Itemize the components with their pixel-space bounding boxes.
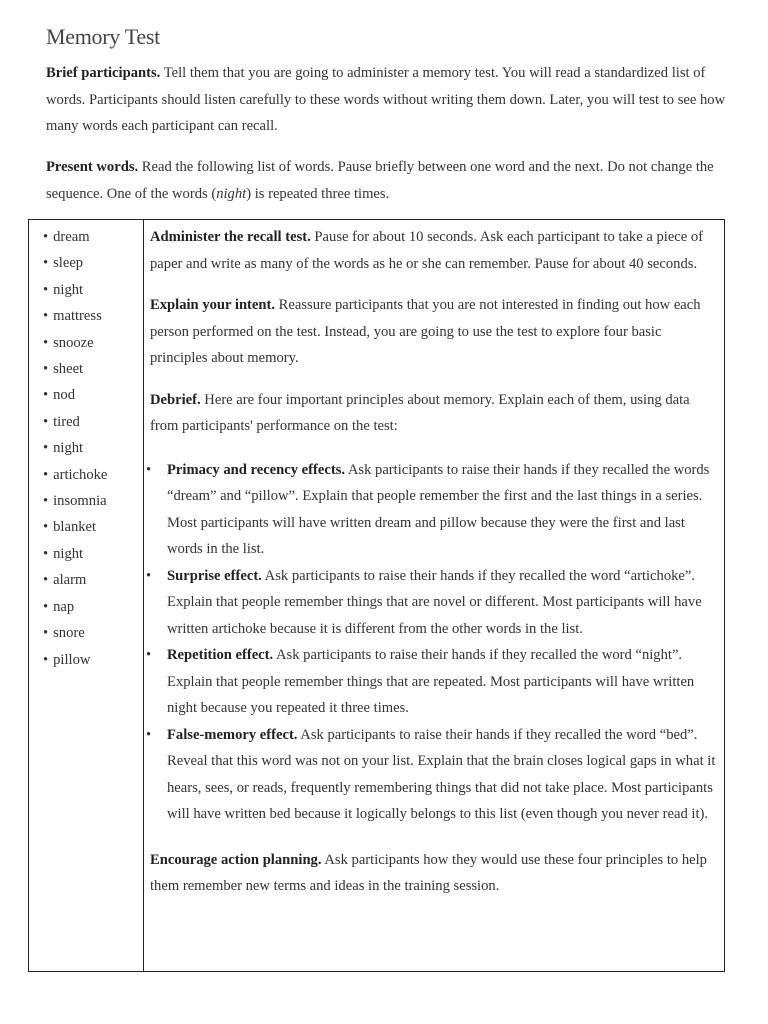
step-heading: Administer the recall test.	[150, 229, 311, 245]
brief-participants-paragraph	[46, 60, 726, 140]
word-item: • tired	[43, 409, 107, 435]
word-item: • night	[43, 541, 107, 567]
word-item: • artichoke	[43, 462, 107, 488]
brief-participants-text: Tell them that you are going to administer a memory test. You will read a standardized list of words. Participants should listen carefully to these words without writing them down. Later, you will test to see how many words each participant can recall.	[46, 65, 726, 134]
bullet: •	[146, 647, 152, 663]
present-words-heading: Present words.	[46, 159, 139, 175]
present-words-text-end: ) is repeated three times.	[246, 185, 390, 202]
principles-list	[146, 457, 716, 828]
page-title: Memory Test	[46, 24, 160, 49]
step-debrief	[150, 387, 716, 440]
principle-item	[146, 722, 716, 828]
principle-text: Ask participants to raise their hands if they recalled the word “night”. Explain that people remember things that are repeated. Most participants will have written night because you repeated it three times.	[167, 647, 695, 716]
principle-heading: Surprise effect.	[167, 567, 262, 584]
step-text: Here are four important principles about memory. Explain each of them, using data from participants' performance on the test:	[150, 391, 690, 434]
step-heading: Debrief.	[150, 391, 201, 408]
step-text: Reassure participants that you are not interested in finding out how each person performed on the test. Instead, you are going to use the test to explore four basic principles about memory.	[150, 297, 701, 366]
word-item: • night	[43, 435, 107, 461]
word-item: • nod	[43, 382, 107, 408]
present-words-text: Read the following list of words. Pause briefly between one word and the next. Do not change the sequence. One of the words (	[46, 159, 714, 202]
step-explain-intent	[150, 292, 716, 372]
step-heading: Explain your intent.	[150, 297, 276, 313]
word-item: • insomnia	[43, 488, 107, 514]
word-item: • snore	[43, 620, 107, 646]
brief-participants-heading: Brief participants.	[46, 65, 161, 81]
word-list	[43, 224, 107, 673]
word-item: • sleep	[43, 250, 107, 276]
bullet: •	[146, 567, 152, 584]
word-item: • nap	[43, 594, 107, 620]
step-text: Ask participants how they would use these four principles to help them remember new terms and ideas in the training session.	[150, 851, 707, 894]
bullet: •	[146, 461, 152, 478]
word-item: • alarm	[43, 567, 107, 593]
principle-item	[146, 642, 716, 722]
word-item: • pillow	[43, 647, 107, 673]
word-item: • snooze	[43, 330, 107, 356]
column-divider	[143, 220, 144, 971]
principle-item	[146, 457, 716, 563]
instructions-table	[28, 219, 725, 972]
word-item: • dream	[43, 224, 107, 250]
step-text: Pause for about 10 seconds. Ask each participant to take a piece of paper and write as many of the words as he or she can remember. Pause for about 40 seconds.	[150, 229, 704, 272]
principle-heading: Repetition effect.	[167, 647, 274, 663]
principle-heading: False-memory effect.	[167, 726, 298, 743]
word-item: • mattress	[43, 303, 107, 329]
word-item: • blanket	[43, 514, 107, 540]
principle-text: Ask participants to raise their hands if they recalled the words “dream” and “pillow”. Explain that people remember the first and the last things in a series. Most participants will have written dream and pillow because they were the first and last words in the list.	[167, 461, 710, 557]
present-words-paragraph	[46, 154, 726, 207]
principle-text: Ask participants to raise their hands if they recalled the word “artichoke”. Explain that people remember things that are novel or different. Most participants will have written artichoke because it is different from the other words in the list.	[167, 567, 702, 637]
step-recall-test	[150, 224, 716, 277]
repeated-word: night	[216, 185, 247, 202]
principle-text: Ask participants to raise their hands if they recalled the word “bed”. Reveal that this word was not on your list. Explain that the brain closes logical gaps in what it hears, sees, or reads, frequently remembering things that did not take place. Most participants will have written bed because it logically belongs to this list (even though you never read it).	[167, 726, 716, 822]
step-heading: Encourage action planning.	[150, 851, 322, 868]
instructions-column	[146, 224, 716, 900]
principle-item	[146, 563, 716, 643]
bullet: •	[146, 726, 152, 743]
step-action-planning	[150, 847, 716, 900]
word-item: • night	[43, 277, 107, 303]
word-item: • sheet	[43, 356, 107, 382]
principle-heading: Primacy and recency effects.	[167, 461, 346, 478]
